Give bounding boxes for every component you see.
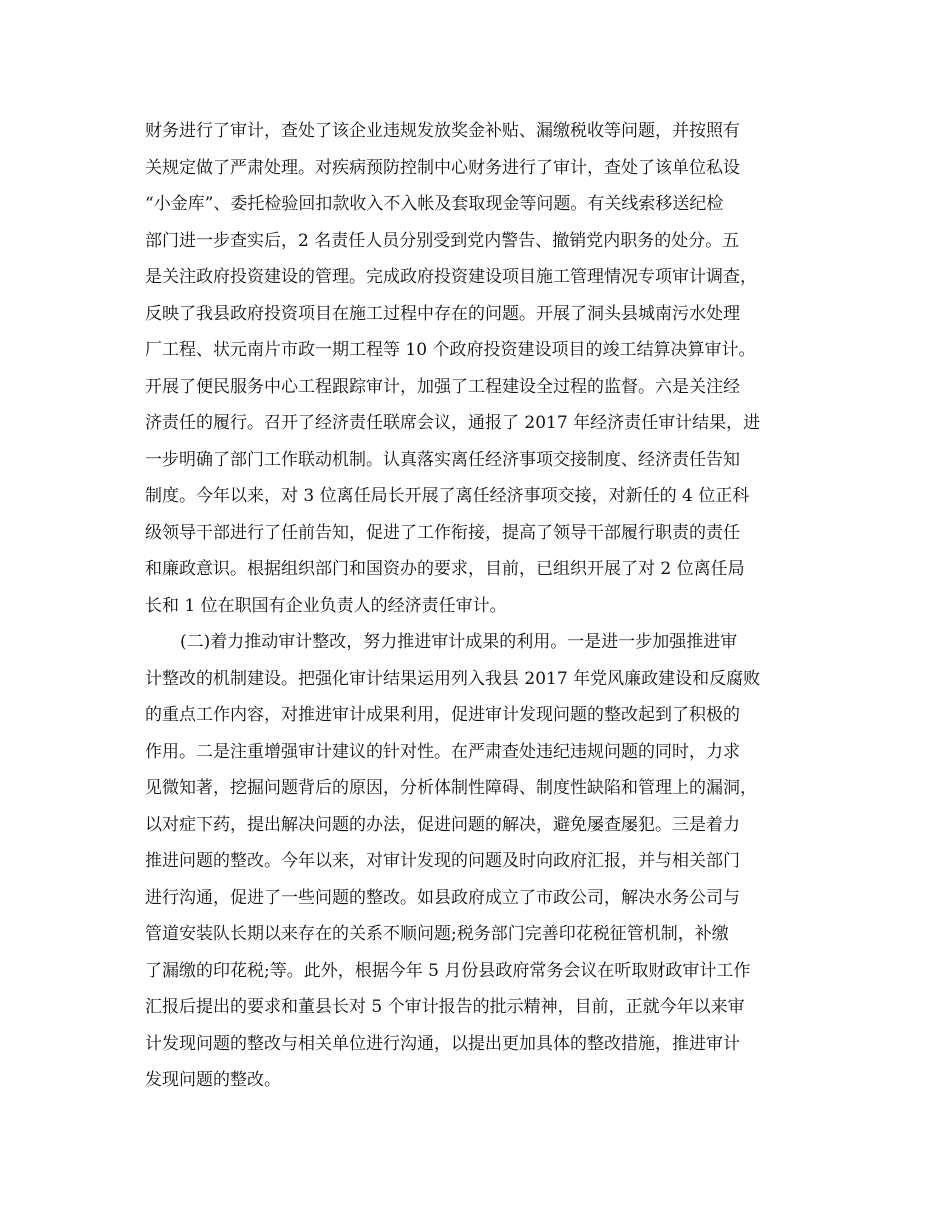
- text-line: 制度。今年以来，对 3 位离任局长开展了离任经济事项交接，对新任的 4 位正科: [145, 486, 750, 506]
- text-line: 进行沟通，促进了一些问题的整改。如县政府成立了市政公司，解决水务公司与: [145, 887, 740, 908]
- text-line: 财务进行了审计，查处了该企业违规发放奖金补贴、漏缴税收等问题，并按照有: [145, 121, 740, 141]
- section-heading-line: (二)着力推动审计整改，努力推进审计成果的利用。一是进一步加强推进审: [180, 632, 738, 652]
- text-line: 计发现问题的整改与相关单位进行沟通，以提出更加具体的整改措施，推进审计: [145, 1033, 740, 1054]
- text-line: 厂工程、状元南片市政一期工程等 10 个政府投资建设项目的竣工结算决算审计。: [145, 340, 756, 360]
- text-line: 关规定做了严肃处理。对疾病预防控制中心财务进行了审计，查处了该单位私设: [145, 157, 740, 178]
- text-line: 反映了我县政府投资项目在施工过程中存在的问题。开展了洞头县城南污水处理: [145, 303, 740, 324]
- text-line: 见微知著，挖掘问题背后的原因，分析体制性障碍、制度性缺陷和管理上的漏洞，: [145, 778, 757, 798]
- text-line: 开展了便民服务中心工程跟踪审计，加强了工程建设全过程的监督。六是关注经: [145, 376, 740, 397]
- text-line: 发现问题的整改。: [145, 1070, 281, 1090]
- text-line: 了漏缴的印花税;等。此外，根据今年 5 月份县政府常务会议在听取财政审计工作: [145, 960, 751, 981]
- text-line: 和廉政意识。根据组织部门和国资办的要求，目前，已组织开展了对 2 位离任局: [145, 559, 745, 579]
- text-line: 推进问题的整改。今年以来，对审计发现的问题及时向政府汇报，并与相关部门: [145, 851, 740, 871]
- text-line: 是关注政府投资建设的管理。完成政府投资建设项目施工管理情况专项审计调查，: [145, 267, 757, 287]
- text-line: 部门进一步查实后，2 名责任人员分别受到党内警告、撤销党内职务的处分。五: [145, 230, 740, 251]
- text-line: 的重点工作内容，对推进审计成果利用，促进审计发现问题的整改起到了积极的: [145, 705, 740, 725]
- text-line: 一步明确了部门工作联动机制。认真落实离任经济事项交接制度、经济责任告知: [145, 449, 740, 470]
- text-line: 长和 1 位在职国有企业负责人的经济责任审计。: [145, 595, 507, 616]
- text-line: 计整改的机制建设。把强化审计结果运用列入我县 2017 年党风廉政建设和反腐败: [145, 668, 761, 689]
- text-line: 管道安装队长期以来存在的关系不顺问题;税务部门完善印花税征管机制，补缴: [145, 924, 729, 944]
- text-line: “小金库”、委托检验回扣款收入不入帐及套取现金等问题。有关线索移送纪检: [145, 194, 724, 214]
- text-line: 济责任的履行。召开了经济责任联席会议，通报了 2017 年经济责任审计结果，进: [145, 413, 761, 433]
- body-text: [145, 113, 815, 1099]
- text-line: 作用。二是注重增强审计建议的针对性。在严肃查处违纪违规问题的同时，力求: [145, 741, 740, 762]
- text-line: 汇报后提出的要求和董县长对 5 个审计报告的批示精神，目前，正就今年以来审: [145, 997, 745, 1017]
- text-line: 以对症下药，提出解决问题的办法，促进问题的解决，避免屡查屡犯。三是着力: [145, 814, 740, 835]
- text-line: 级领导干部进行了任前告知，促进了工作衔接，提高了领导干部履行职责的责任: [145, 522, 740, 543]
